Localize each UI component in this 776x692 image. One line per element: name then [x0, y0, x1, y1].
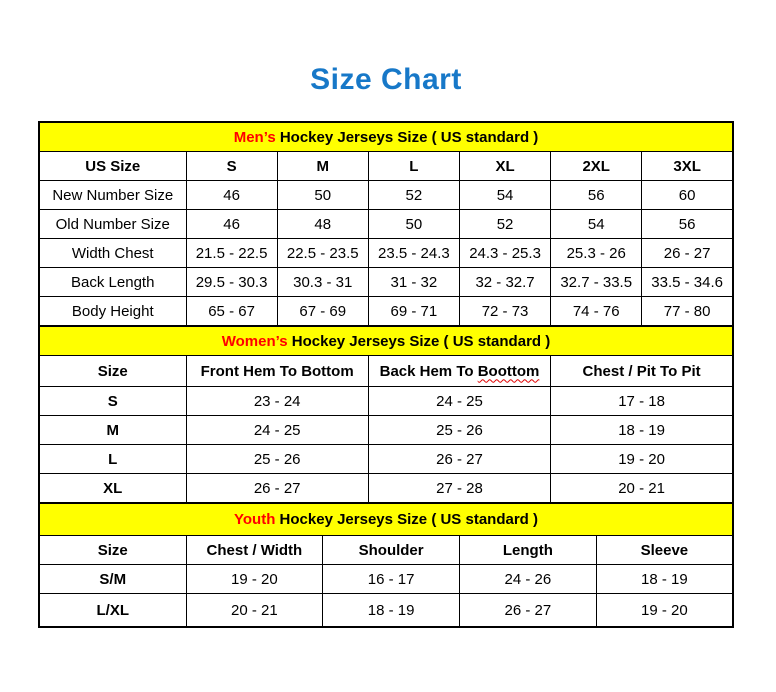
- youth-col-header-length: Length: [460, 536, 597, 565]
- womens-cell-l-0: 25 - 26: [186, 445, 368, 474]
- mens-row-label-old-number-size: Old Number Size: [39, 210, 186, 239]
- mens-col-header-xl: XL: [459, 152, 550, 181]
- mens-size-table: [38, 121, 734, 327]
- youth-cell-s-m-1: 16 - 17: [323, 565, 460, 594]
- mens-section-banner: [39, 122, 733, 152]
- mens-cell-new-number-size-1: 50: [277, 181, 368, 210]
- womens-row-m: [39, 416, 733, 445]
- mens-banner-title: Hockey Jerseys Size ( US standard ): [275, 128, 539, 146]
- youth-col-header-chest-width: Chest / Width: [186, 536, 323, 565]
- womens-cell-xl-0: 26 - 27: [186, 474, 368, 504]
- youth-row-label-s-m: S/M: [39, 565, 186, 594]
- mens-cell-width-chest-0: 21.5 - 22.5: [186, 239, 277, 268]
- mens-col-header-us-size: US Size: [39, 152, 186, 181]
- mens-cell-back-length-3: 32 - 32.7: [459, 268, 550, 297]
- mens-cell-width-chest-2: 23.5 - 24.3: [368, 239, 459, 268]
- mens-cell-width-chest-1: 22.5 - 23.5: [277, 239, 368, 268]
- mens-col-header-2xl: 2XL: [551, 152, 642, 181]
- mens-row-old-number-size: [39, 210, 733, 239]
- mens-col-header-s: S: [186, 152, 277, 181]
- womens-col-header-chest-pit-to-pit: Chest / Pit To Pit: [551, 356, 733, 387]
- womens-row-label-xl: XL: [39, 474, 186, 504]
- womens-section-banner: [39, 326, 733, 356]
- mens-cell-old-number-size-3: 52: [459, 210, 550, 239]
- mens-cell-width-chest-3: 24.3 - 25.3: [459, 239, 550, 268]
- womens-col-header-back-hem-to-boottom: [368, 356, 550, 387]
- youth-row-s-m: [39, 565, 733, 594]
- womens-cell-m-1: 25 - 26: [368, 416, 550, 445]
- womens-row-label-m: M: [39, 416, 186, 445]
- mens-col-header-3xl: 3XL: [642, 152, 733, 181]
- mens-cell-old-number-size-2: 50: [368, 210, 459, 239]
- page-title: Size Chart: [310, 63, 462, 96]
- mens-banner-category: Men’s: [233, 128, 276, 146]
- womens-cell-m-2: 18 - 19: [551, 416, 733, 445]
- mens-cell-body-height-5: 77 - 80: [642, 297, 733, 327]
- mens-cell-width-chest-5: 26 - 27: [642, 239, 733, 268]
- mens-cell-new-number-size-4: 56: [551, 181, 642, 210]
- mens-col-header-m: M: [277, 152, 368, 181]
- mens-cell-new-number-size-5: 60: [642, 181, 733, 210]
- mens-cell-back-length-1: 30.3 - 31: [277, 268, 368, 297]
- mens-cell-back-length-5: 33.5 - 34.6: [642, 268, 733, 297]
- mens-row-back-length: [39, 268, 733, 297]
- womens-col-header-size: Size: [39, 356, 186, 387]
- youth-size-table: [38, 502, 734, 628]
- mens-cell-back-length-0: 29.5 - 30.3: [186, 268, 277, 297]
- womens-banner-title: Hockey Jerseys Size ( US standard ): [287, 332, 551, 350]
- mens-cell-width-chest-4: 25.3 - 26: [551, 239, 642, 268]
- womens-col-header-front-hem-to-bottom: Front Hem To Bottom: [186, 356, 368, 387]
- womens-row-xl: [39, 474, 733, 504]
- spellcheck-underlined-word: Boottom: [477, 362, 540, 380]
- youth-col-header-size: Size: [39, 536, 186, 565]
- womens-row-label-s: S: [39, 387, 186, 416]
- youth-section-banner: [39, 503, 733, 536]
- womens-cell-xl-2: 20 - 21: [551, 474, 733, 504]
- youth-banner-title: Hockey Jerseys Size ( US standard ): [275, 511, 538, 528]
- womens-cell-s-0: 23 - 24: [186, 387, 368, 416]
- mens-cell-body-height-2: 69 - 71: [368, 297, 459, 327]
- youth-cell-l-xl-2: 26 - 27: [460, 594, 597, 628]
- womens-size-table: [38, 325, 734, 504]
- mens-cell-old-number-size-0: 46: [186, 210, 277, 239]
- mens-cell-body-height-3: 72 - 73: [459, 297, 550, 327]
- womens-cell-m-0: 24 - 25: [186, 416, 368, 445]
- youth-cell-s-m-0: 19 - 20: [186, 565, 323, 594]
- youth-cell-l-xl-0: 20 - 21: [186, 594, 323, 628]
- womens-cell-s-1: 24 - 25: [368, 387, 550, 416]
- mens-row-width-chest: [39, 239, 733, 268]
- womens-cell-l-1: 26 - 27: [368, 445, 550, 474]
- womens-cell-l-2: 19 - 20: [551, 445, 733, 474]
- mens-cell-old-number-size-5: 56: [642, 210, 733, 239]
- youth-cell-l-xl-3: 19 - 20: [596, 594, 733, 628]
- womens-cell-xl-1: 27 - 28: [368, 474, 550, 504]
- mens-cell-new-number-size-3: 54: [459, 181, 550, 210]
- youth-banner-category: Youth: [234, 511, 276, 528]
- youth-cell-s-m-2: 24 - 26: [460, 565, 597, 594]
- mens-col-header-l: L: [368, 152, 459, 181]
- mens-row-label-new-number-size: New Number Size: [39, 181, 186, 210]
- size-tables-container: [38, 121, 734, 628]
- mens-cell-back-length-4: 32.7 - 33.5: [551, 268, 642, 297]
- youth-row-l-xl: [39, 594, 733, 628]
- mens-row-label-back-length: Back Length: [39, 268, 186, 297]
- mens-row-label-body-height: Body Height: [39, 297, 186, 327]
- youth-cell-s-m-3: 18 - 19: [596, 565, 733, 594]
- youth-col-header-sleeve: Sleeve: [596, 536, 733, 565]
- mens-cell-body-height-4: 74 - 76: [551, 297, 642, 327]
- mens-cell-back-length-2: 31 - 32: [368, 268, 459, 297]
- mens-cell-new-number-size-0: 46: [186, 181, 277, 210]
- mens-cell-old-number-size-4: 54: [551, 210, 642, 239]
- mens-cell-body-height-0: 65 - 67: [186, 297, 277, 327]
- mens-cell-old-number-size-1: 48: [277, 210, 368, 239]
- womens-banner-category: Women’s: [221, 332, 288, 350]
- womens-row-s: [39, 387, 733, 416]
- womens-col-header-text: Back Hem To: [379, 362, 478, 380]
- mens-row-new-number-size: [39, 181, 733, 210]
- youth-row-label-l-xl: L/XL: [39, 594, 186, 628]
- womens-row-label-l: L: [39, 445, 186, 474]
- mens-row-label-width-chest: Width Chest: [39, 239, 186, 268]
- youth-col-header-shoulder: Shoulder: [323, 536, 460, 565]
- mens-cell-new-number-size-2: 52: [368, 181, 459, 210]
- mens-cell-body-height-1: 67 - 69: [277, 297, 368, 327]
- womens-row-l: [39, 445, 733, 474]
- mens-row-body-height: [39, 297, 733, 327]
- womens-cell-s-2: 17 - 18: [551, 387, 733, 416]
- youth-cell-l-xl-1: 18 - 19: [323, 594, 460, 628]
